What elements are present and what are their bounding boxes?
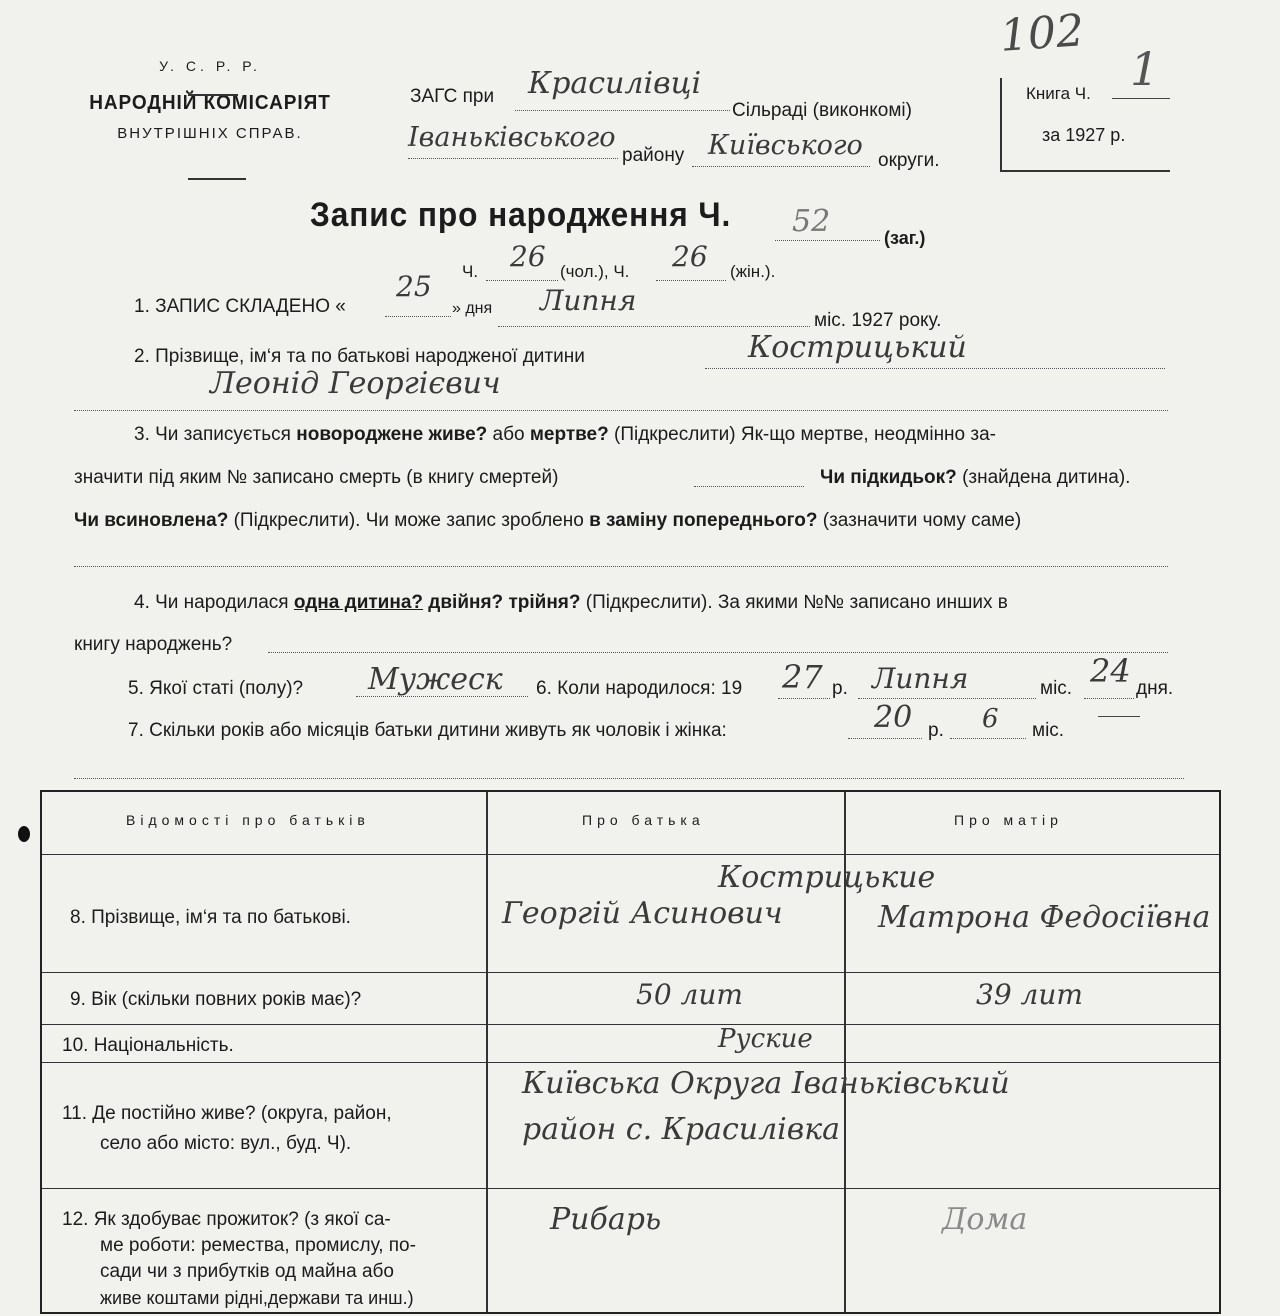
zags-village: Красилівці: [528, 66, 702, 101]
count-prefix: Ч.: [462, 262, 479, 281]
row11-label-2: село або місто: вул., буд. Ч).: [100, 1133, 352, 1154]
row8-label: 8. Прізвище, ім‘я та по батькові.: [70, 907, 351, 928]
commissariat-name: НАРОДНІЙ КОМІСАРІЯТ: [89, 92, 331, 114]
record-number: 52: [792, 204, 831, 239]
item3-l3c: в заміну попереднього?: [589, 510, 818, 531]
item6-day: 24: [1090, 652, 1131, 690]
row10-label: 10. Національність.: [62, 1035, 234, 1056]
nationality: Руские: [718, 1024, 813, 1054]
item3-l2c: (знайдена дитина).: [962, 467, 1131, 488]
item4-l1e: (Підкреслити). За якими №№ записано инших в: [585, 592, 1008, 613]
department-name: ВНУТРІШНІХ СПРАВ.: [117, 125, 303, 142]
item7-months-suffix: міс.: [1032, 720, 1065, 741]
item4-l1b: одна дитина?: [293, 592, 424, 613]
item6-day-line: [1084, 698, 1134, 699]
item3-death-line: [694, 486, 804, 487]
item1-prefix: 1. ЗАПИС СКЛАДЕНО «: [134, 296, 346, 317]
female-label: (жін.).: [730, 262, 776, 281]
item3-line2b: [820, 467, 1130, 489]
item3-l2a: значити під яким № записано смерть (в книгу смертей): [74, 467, 559, 488]
zags-village-line: [515, 110, 730, 111]
book-number-line: [1112, 98, 1170, 99]
item7-years-line: [848, 738, 922, 739]
male-count-line: [486, 280, 558, 281]
item3-l1e: (Підкреслити) Як-що мертве, неодмінно за-: [614, 424, 997, 445]
item6-year-line: [778, 698, 830, 699]
header-rule-bottom: [188, 178, 246, 180]
zags-district: Іваньківського: [408, 122, 616, 153]
item7-months-line: [950, 738, 1026, 739]
book-year: за 1927 р.: [1042, 125, 1126, 145]
item1-day-line: [385, 316, 451, 317]
zags-council-label: Сільраді (виконкомі): [732, 100, 912, 121]
male-count: 26: [510, 240, 546, 273]
item2-label: 2. Прізвище, ім‘я та по батькові народженої дитини: [134, 346, 585, 367]
item3-reason-line: [74, 566, 1168, 567]
item4-l1d: трійня?: [508, 592, 581, 613]
header-rule-top: [188, 94, 238, 96]
father-name: Георгій Асинович: [502, 896, 783, 931]
item3-l1b: новороджене живе?: [296, 424, 488, 445]
father-occupation: Рибарь: [550, 1202, 662, 1237]
item3-line3: [74, 510, 1021, 532]
table-header-father: Про батька: [582, 812, 705, 828]
record-suffix: (заг.): [884, 228, 926, 248]
item3-l3d: (зазначити чому саме): [822, 510, 1022, 531]
row12-label-1: 12. Як здобуває прожиток? (з якої са-: [62, 1209, 391, 1230]
item1-day: 25: [396, 270, 432, 303]
row12-label-2: ме роботи: ремества, промислу, по-: [100, 1235, 416, 1256]
item1-month: Липня: [540, 284, 637, 317]
zags-okrug: Київського: [708, 130, 863, 161]
item6-month: Липня: [872, 662, 969, 695]
father-age: 50 лит: [636, 978, 743, 1011]
table-rule-10: [42, 1062, 1219, 1063]
item3-line1: [134, 424, 996, 446]
zags-okrug-label: округи.: [878, 150, 940, 171]
zags-prefix: ЗАГС при: [410, 86, 495, 107]
row9-label: 9. Вік (скільки повних років має)?: [70, 989, 362, 1010]
table-header-mother: Про матір: [954, 812, 1063, 828]
state-abbrev: У. С. Р. Р.: [159, 58, 261, 74]
parents-table: [40, 790, 1221, 1314]
item4-l1c: двійня?: [428, 592, 504, 613]
residence-line1: Київська Округа Іваньківський: [522, 1066, 1010, 1101]
item6-day-suffix: дня.: [1136, 678, 1174, 699]
table-header-rule: [42, 854, 1219, 855]
shared-surname: Кострицькие: [718, 860, 936, 895]
residence-line2: район с. Красилівка: [522, 1112, 841, 1147]
item7-years: 20: [874, 700, 913, 735]
item3-l3a: Чи всиновлена?: [74, 510, 229, 531]
zags-okrug-line: [692, 166, 870, 167]
row12-label-4: живе коштами рідні,держави та инш.): [100, 1288, 414, 1308]
mother-occupation: Дома: [942, 1202, 1028, 1237]
item7-years-suffix: р.: [928, 720, 944, 741]
item4-l1a: 4. Чи народилася: [134, 592, 289, 613]
child-surname-line: [705, 368, 1165, 369]
record-number-line: [775, 240, 880, 241]
item7-dash: [1098, 716, 1140, 717]
table-header-info: Відомості про батьків: [126, 812, 370, 828]
female-count: 26: [672, 240, 708, 273]
item1-suffix: міс. 1927 року.: [814, 310, 942, 331]
item7-extra-line: [74, 778, 1184, 779]
book-label: Книга Ч.: [1026, 84, 1091, 103]
row12-label-3: сади чи з прибутків од майна або: [100, 1261, 394, 1282]
item3-l1d: мертве?: [529, 424, 609, 445]
child-surname: Кострицький: [748, 330, 967, 365]
item3-l2b: Чи підкидьок?: [820, 467, 957, 488]
item4-line2: книгу народжень?: [74, 634, 233, 655]
record-title: Запис про народження Ч.: [310, 196, 732, 234]
item6-label: 6. Коли народилося: 19: [536, 678, 743, 699]
item7-label: 7. Скільки років або місяців батьки дитини живуть як чоловік і жінка:: [128, 720, 727, 741]
item1-month-line: [498, 326, 810, 327]
male-label: (чол.), Ч.: [560, 262, 630, 281]
table-col-divider-1: [486, 792, 488, 1312]
issuer-header: [60, 58, 360, 142]
punch-hole-mark: [18, 826, 30, 842]
item6-year: 27: [782, 658, 823, 696]
female-count-line: [656, 280, 726, 281]
page-number: 102: [998, 5, 1086, 62]
item5-label: 5. Якої статі (полу)?: [128, 678, 304, 699]
child-name-line: [74, 410, 1168, 411]
table-rule-8: [42, 972, 1219, 973]
zags-district-line: [408, 158, 618, 159]
item4-line1: [134, 592, 1008, 614]
table-rule-9: [42, 1024, 1219, 1025]
item5-value: Мужеск: [368, 662, 503, 697]
item7-months: 6: [982, 704, 999, 734]
row11-label-1: 11. Де постійно живе? (округа, район,: [62, 1103, 392, 1124]
item6-month-line: [858, 698, 1036, 699]
item3-l1a: 3. Чи записується: [134, 424, 291, 445]
item5-line: [356, 696, 528, 697]
item3-l1c: або: [492, 424, 525, 445]
mother-age: 39 лит: [976, 978, 1083, 1011]
table-rule-11: [42, 1188, 1219, 1189]
child-name: Леонід Георгієвич: [210, 366, 501, 401]
item3-l3b: (Підкреслити). Чи може запис зроблено: [233, 510, 584, 531]
book-number: 1: [1130, 42, 1160, 96]
mother-name: Матрона Федосіївна: [878, 900, 1211, 935]
item6-year-suffix: р.: [832, 678, 848, 699]
item6-month-suffix: міс.: [1040, 678, 1073, 699]
zags-district-label: району: [622, 145, 685, 166]
item3-line2: [74, 467, 558, 489]
item1-mid: » дня: [452, 300, 493, 317]
item4-numbers-line: [268, 652, 1168, 653]
